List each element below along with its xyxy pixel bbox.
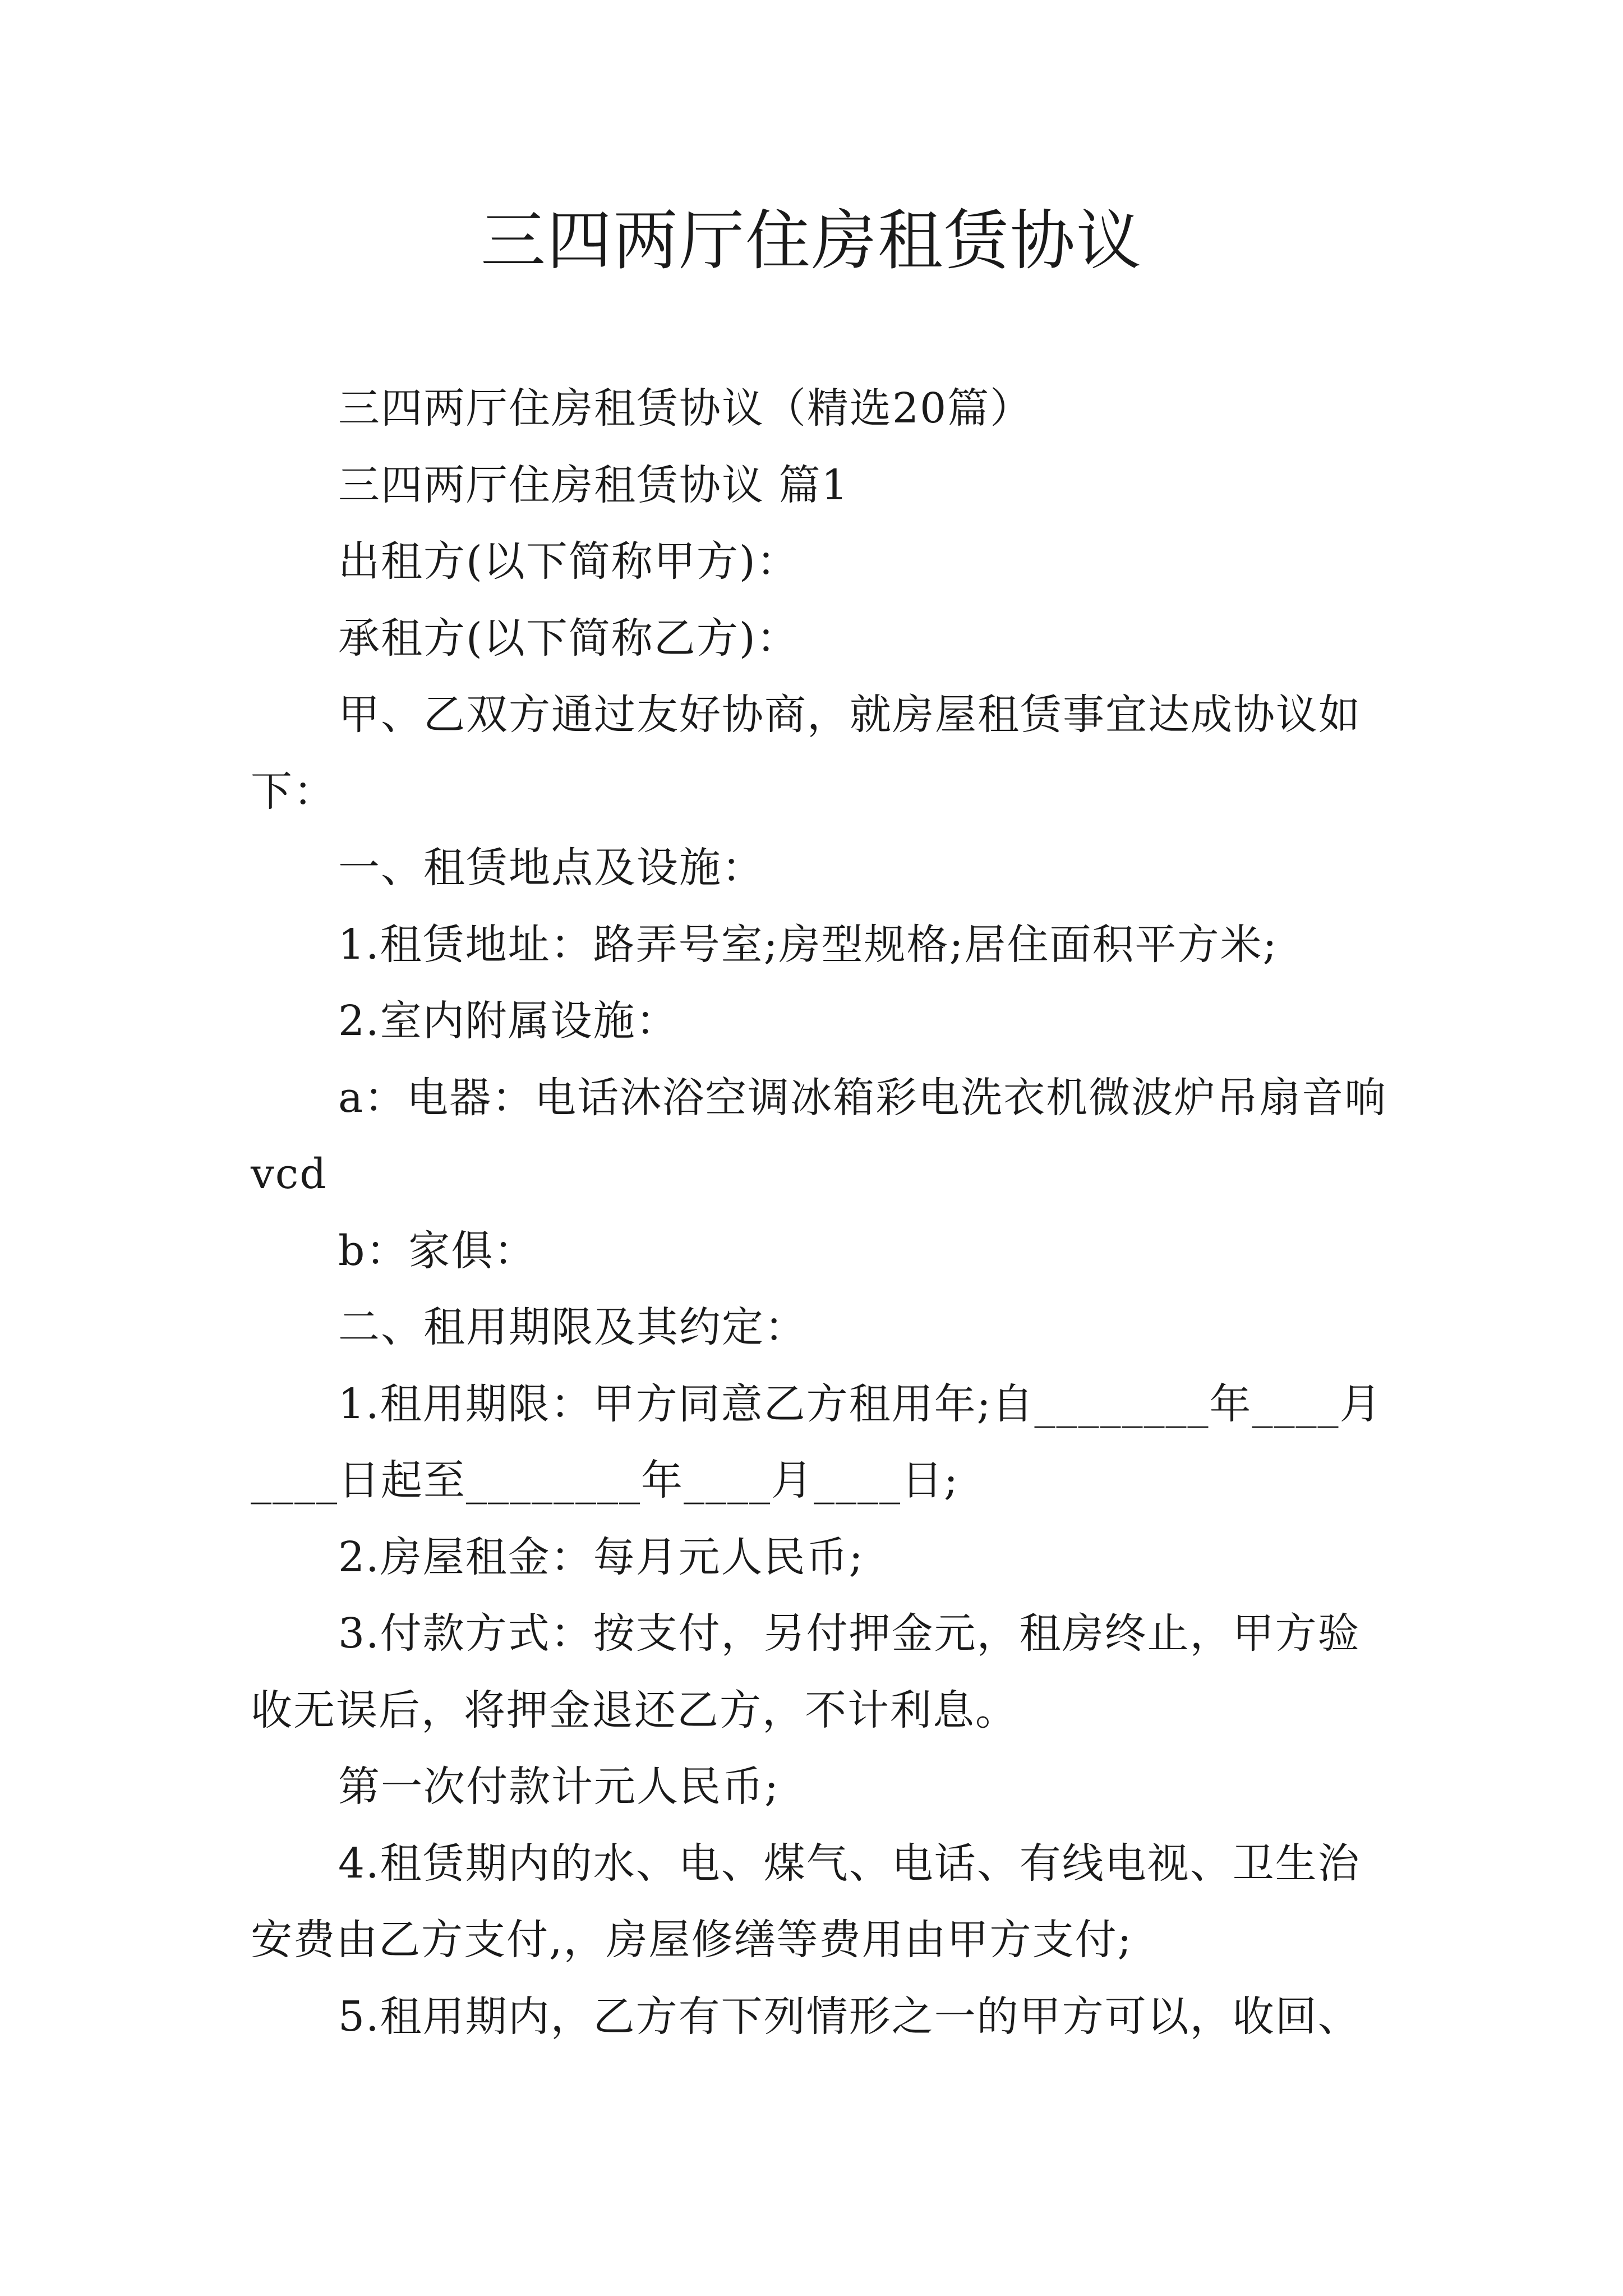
clause-item: b：家俱： <box>338 1226 537 1275</box>
clause-item: 5.租用期内，乙方有下列情形之一的甲方可以，收回、 <box>338 1992 1361 2041</box>
document-title: 三四两厅住房租赁协议 <box>481 203 1142 279</box>
clause-heading: 二、租用期限及其约定： <box>338 1303 807 1351</box>
intro-paragraph: 甲、乙双方通过友好协商，就房屋租赁事宜达成协议如下： <box>251 691 1361 816</box>
clause-item: 1.租用期限：甲方同意乙方租用年;自________年____月____日起至________年____月____日; <box>251 1379 1382 1504</box>
lessee-line: 承租方(以下简称乙方)： <box>338 614 799 662</box>
clause-item: 2.房屋租金：每月元人民币; <box>338 1533 864 1581</box>
clause-item: 1.租赁地址：路弄号室;房型规格;居住面积平方米; <box>338 920 1278 969</box>
section-heading: 三四两厅住房租赁协议 篇1 <box>338 461 849 509</box>
clause-item: 3.付款方式：按支付，另付押金元，租房终止，甲方验收无误后，将押金退还乙方，不计利息。 <box>251 1609 1361 1734</box>
clause-item: 2.室内附属设施： <box>338 997 679 1045</box>
clause-item: 第一次付款计元人民币; <box>338 1763 780 1811</box>
clause-item: a：电器：电话沐浴空调冰箱彩电洗衣机微波炉吊扇音响vcd <box>251 1073 1387 1198</box>
document-body <box>251 370 1392 2055</box>
subtitle-paragraph: 三四两厅住房租赁协议（精选20篇） <box>338 384 1033 432</box>
clause-item: 4.租赁期内的水、电、煤气、电话、有线电视、卫生治安费由乙方支付,，房屋修缮等费用由甲方支付; <box>251 1839 1361 1964</box>
clause-heading: 一、租赁地点及设施： <box>338 844 764 892</box>
lessor-line: 出租方(以下简称甲方)： <box>338 537 799 586</box>
